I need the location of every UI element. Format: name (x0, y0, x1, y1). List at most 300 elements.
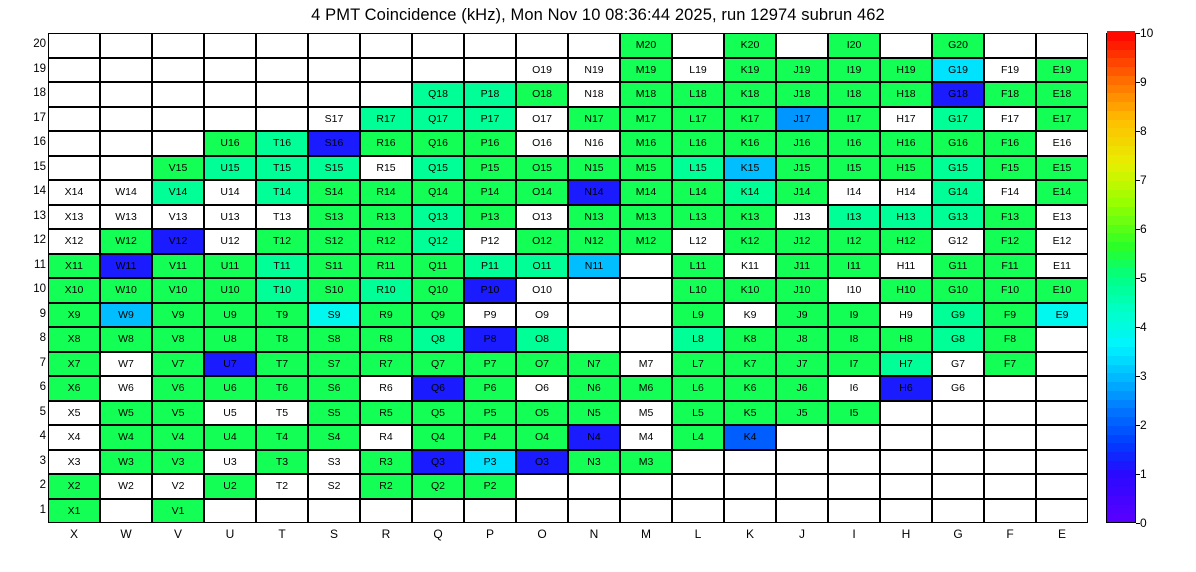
heatmap-cell: S15 (308, 156, 360, 181)
heatmap-cell (1036, 376, 1088, 401)
heatmap-cell: T12 (256, 229, 308, 254)
heatmap-cell: J17 (776, 107, 828, 132)
heatmap-cell: K14 (724, 180, 776, 205)
heatmap-cell: N18 (568, 82, 620, 107)
heatmap-cell: P9 (464, 303, 516, 328)
heatmap-cell: U11 (204, 254, 256, 279)
colorbar-tick-mark (1136, 376, 1140, 377)
heatmap-cell: I16 (828, 131, 880, 156)
colorbar-tick-label: 5 (1140, 271, 1147, 285)
heatmap-cell (100, 131, 152, 156)
heatmap-cell: X10 (48, 278, 100, 303)
heatmap-cell: R14 (360, 180, 412, 205)
heatmap-cell: J19 (776, 58, 828, 83)
heatmap-cell: L8 (672, 327, 724, 352)
row-label: 2 (39, 479, 46, 492)
heatmap-cell (828, 474, 880, 499)
heatmap-cell: F12 (984, 229, 1036, 254)
colorbar-tick-label: 6 (1140, 222, 1147, 236)
heatmap-cell: P8 (464, 327, 516, 352)
heatmap-cell (776, 474, 828, 499)
heatmap-cell (776, 499, 828, 524)
heatmap-cell: T11 (256, 254, 308, 279)
heatmap-cell: R17 (360, 107, 412, 132)
colorbar-tick-mark (1136, 33, 1140, 34)
colorbar-segment (1107, 75, 1135, 84)
heatmap-cell: O12 (516, 229, 568, 254)
heatmap-cell (48, 58, 100, 83)
column-label: G (953, 527, 963, 541)
heatmap-cell: X12 (48, 229, 100, 254)
heatmap-cell: U8 (204, 327, 256, 352)
heatmap-cell: G16 (932, 131, 984, 156)
heatmap-cell: Q16 (412, 131, 464, 156)
heatmap-cell (932, 425, 984, 450)
heatmap-cell: L4 (672, 425, 724, 450)
heatmap-cell: G13 (932, 205, 984, 230)
heatmap-cell: Q12 (412, 229, 464, 254)
colorbar-segment (1107, 250, 1135, 259)
heatmap-cell: O18 (516, 82, 568, 107)
colorbar-tick-label: 8 (1140, 124, 1147, 138)
heatmap-cell: S12 (308, 229, 360, 254)
heatmap-cell: I14 (828, 180, 880, 205)
colorbar-segment (1107, 495, 1135, 504)
colorbar-segment (1107, 233, 1135, 242)
heatmap-cell: R9 (360, 303, 412, 328)
heatmap-cell (880, 450, 932, 475)
heatmap-cell: L13 (672, 205, 724, 230)
heatmap-cell (256, 499, 308, 524)
heatmap-cell (48, 33, 100, 58)
heatmap-cell: I9 (828, 303, 880, 328)
heatmap-cell: Q5 (412, 401, 464, 426)
heatmap-cell: J15 (776, 156, 828, 181)
heatmap-cell: K13 (724, 205, 776, 230)
column-label: O (537, 527, 547, 541)
heatmap-cell: J13 (776, 205, 828, 230)
heatmap-cell (984, 33, 1036, 58)
heatmap-cell (828, 499, 880, 524)
heatmap-cell: Q7 (412, 352, 464, 377)
colorbar-segment (1107, 198, 1135, 207)
heatmap-cell: F14 (984, 180, 1036, 205)
colorbar-segment (1107, 364, 1135, 373)
heatmap-cell: I15 (828, 156, 880, 181)
heatmap-cell: S8 (308, 327, 360, 352)
heatmap-cell: E19 (1036, 58, 1088, 83)
heatmap-cell: X13 (48, 205, 100, 230)
heatmap-cell: V13 (152, 205, 204, 230)
heatmap-cell: U4 (204, 425, 256, 450)
heatmap-cell: X7 (48, 352, 100, 377)
heatmap-cell: F11 (984, 254, 1036, 279)
colorbar-tick-mark (1136, 523, 1140, 524)
colorbar-segment (1107, 285, 1135, 294)
heatmap-cell: S9 (308, 303, 360, 328)
heatmap-cell: Q8 (412, 327, 464, 352)
heatmap-cell (776, 33, 828, 58)
heatmap-cell: L18 (672, 82, 724, 107)
colorbar-segment (1107, 101, 1135, 110)
heatmap-cell: F17 (984, 107, 1036, 132)
heatmap-cell: P2 (464, 474, 516, 499)
colorbar-tick-mark (1136, 131, 1140, 132)
row-label: 19 (33, 62, 46, 75)
colorbar-segment (1107, 399, 1135, 408)
heatmap-cell: G20 (932, 33, 984, 58)
heatmap-cell (984, 474, 1036, 499)
heatmap-cell: W2 (100, 474, 152, 499)
heatmap-cell (1036, 327, 1088, 352)
heatmap-cell: V3 (152, 450, 204, 475)
heatmap-cell (360, 58, 412, 83)
column-label: T (278, 527, 286, 541)
heatmap-cell: W7 (100, 352, 152, 377)
colorbar-segment (1107, 224, 1135, 233)
heatmap-cell (308, 58, 360, 83)
heatmap-cell: K12 (724, 229, 776, 254)
heatmap-cell: U15 (204, 156, 256, 181)
heatmap-cell: M15 (620, 156, 672, 181)
heatmap-cell (308, 33, 360, 58)
heatmap-cell: G6 (932, 376, 984, 401)
heatmap-cell: G15 (932, 156, 984, 181)
heatmap-cell (152, 107, 204, 132)
heatmap-cell: H11 (880, 254, 932, 279)
column-label: K (745, 527, 754, 541)
heatmap-cell: U10 (204, 278, 256, 303)
colorbar-segment (1107, 478, 1135, 487)
heatmap-cell: S6 (308, 376, 360, 401)
heatmap-cell: S14 (308, 180, 360, 205)
heatmap-cell: W3 (100, 450, 152, 475)
colorbar-segment (1107, 84, 1135, 93)
heatmap-cell: I11 (828, 254, 880, 279)
column-label: W (120, 527, 132, 541)
heatmap-cell: I5 (828, 401, 880, 426)
heatmap-cell: J6 (776, 376, 828, 401)
heatmap-cell: Q15 (412, 156, 464, 181)
heatmap-cell (100, 156, 152, 181)
heatmap-cell (776, 450, 828, 475)
heatmap-cell (48, 131, 100, 156)
row-label: 14 (33, 185, 46, 198)
heatmap-cell: N16 (568, 131, 620, 156)
heatmap-cell: H18 (880, 82, 932, 107)
row-label: 18 (33, 87, 46, 100)
heatmap-cell: N12 (568, 229, 620, 254)
heatmap-cell: M19 (620, 58, 672, 83)
heatmap-cell: G7 (932, 352, 984, 377)
heatmap-cell: G11 (932, 254, 984, 279)
heatmap-cell: X9 (48, 303, 100, 328)
heatmap-cell: F8 (984, 327, 1036, 352)
heatmap-cell: I18 (828, 82, 880, 107)
heatmap-cell (672, 499, 724, 524)
heatmap-cell: E16 (1036, 131, 1088, 156)
heatmap-cell (932, 474, 984, 499)
heatmap-cell: R6 (360, 376, 412, 401)
heatmap-cell: G10 (932, 278, 984, 303)
heatmap-cell: V6 (152, 376, 204, 401)
heatmap-cell (880, 401, 932, 426)
heatmap-cell: K11 (724, 254, 776, 279)
heatmap-cell: L12 (672, 229, 724, 254)
heatmap-cell: G14 (932, 180, 984, 205)
heatmap-cell: N6 (568, 376, 620, 401)
colorbar-segment (1107, 443, 1135, 452)
heatmap-cell: T13 (256, 205, 308, 230)
heatmap-cell: Q13 (412, 205, 464, 230)
heatmap-cell: T4 (256, 425, 308, 450)
heatmap-cell: G12 (932, 229, 984, 254)
row-label: 11 (34, 258, 46, 271)
heatmap-cell: O6 (516, 376, 568, 401)
heatmap-cell: O11 (516, 254, 568, 279)
heatmap-cell: S7 (308, 352, 360, 377)
heatmap-cell: K20 (724, 33, 776, 58)
heatmap-cell: J10 (776, 278, 828, 303)
heatmap-cell (412, 499, 464, 524)
heatmap-cell: T10 (256, 278, 308, 303)
heatmap-cell: N4 (568, 425, 620, 450)
heatmap-cell: J14 (776, 180, 828, 205)
colorbar-segment (1107, 303, 1135, 312)
heatmap-cell: E10 (1036, 278, 1088, 303)
heatmap-cell: V12 (152, 229, 204, 254)
heatmap-cell: P18 (464, 82, 516, 107)
heatmap-cell: W10 (100, 278, 152, 303)
heatmap-cell: P12 (464, 229, 516, 254)
heatmap-cell: J9 (776, 303, 828, 328)
heatmap-cell: N14 (568, 180, 620, 205)
heatmap-cell: H9 (880, 303, 932, 328)
heatmap-cell: F15 (984, 156, 1036, 181)
heatmap-cell: R5 (360, 401, 412, 426)
heatmap-cell: P10 (464, 278, 516, 303)
colorbar-segment (1107, 320, 1135, 329)
row-label: 10 (33, 283, 46, 296)
heatmap-cell: Q14 (412, 180, 464, 205)
heatmap-plot (33, 33, 1088, 541)
heatmap-cell: U16 (204, 131, 256, 156)
row-label: 9 (39, 307, 46, 320)
heatmap-cell (984, 401, 1036, 426)
heatmap-cell: T8 (256, 327, 308, 352)
heatmap-cell: W8 (100, 327, 152, 352)
heatmap-cell (620, 499, 672, 524)
heatmap-cell: K10 (724, 278, 776, 303)
heatmap-cell (204, 33, 256, 58)
heatmap-cell (464, 33, 516, 58)
heatmap-cell: J18 (776, 82, 828, 107)
heatmap-cell: S10 (308, 278, 360, 303)
heatmap-cell: X6 (48, 376, 100, 401)
heatmap-cell: U9 (204, 303, 256, 328)
heatmap-cell: N11 (568, 254, 620, 279)
heatmap-cell: T7 (256, 352, 308, 377)
heatmap-cell (880, 425, 932, 450)
column-label: P (485, 527, 494, 541)
colorbar-segment (1107, 434, 1135, 443)
column-label: I (852, 527, 856, 541)
heatmap-cell: T2 (256, 474, 308, 499)
heatmap-cell (984, 376, 1036, 401)
heatmap-cell: I19 (828, 58, 880, 83)
heatmap-cell: M20 (620, 33, 672, 58)
heatmap-cell (256, 33, 308, 58)
heatmap-cell: V7 (152, 352, 204, 377)
heatmap-cell: Q18 (412, 82, 464, 107)
heatmap-cell: E13 (1036, 205, 1088, 230)
heatmap-cell (724, 499, 776, 524)
heatmap-cell: P11 (464, 254, 516, 279)
heatmap-cell: S4 (308, 425, 360, 450)
colorbar-segment (1107, 451, 1135, 460)
heatmap-cell: N15 (568, 156, 620, 181)
heatmap-cell: Q2 (412, 474, 464, 499)
heatmap-cell: S13 (308, 205, 360, 230)
heatmap-cell: X1 (48, 499, 100, 524)
heatmap-cell: L10 (672, 278, 724, 303)
heatmap-cell: H16 (880, 131, 932, 156)
heatmap-cell: O3 (516, 450, 568, 475)
colorbar-tick-mark (1136, 278, 1140, 279)
colorbar-segment (1107, 128, 1135, 137)
heatmap-cell: S16 (308, 131, 360, 156)
heatmap-cell: R3 (360, 450, 412, 475)
column-label: L (694, 527, 702, 541)
heatmap-cell: T6 (256, 376, 308, 401)
heatmap-cell: W6 (100, 376, 152, 401)
heatmap-cell: X2 (48, 474, 100, 499)
heatmap-cell: I20 (828, 33, 880, 58)
heatmap-cell (100, 107, 152, 132)
heatmap-cell (412, 33, 464, 58)
heatmap-cell: F18 (984, 82, 1036, 107)
colorbar-segment (1107, 346, 1135, 355)
colorbar-segment (1107, 163, 1135, 172)
heatmap-cell: O13 (516, 205, 568, 230)
heatmap-cell: I6 (828, 376, 880, 401)
colorbar-segment (1107, 311, 1135, 320)
heatmap-cell: G9 (932, 303, 984, 328)
column-label: R (381, 527, 391, 541)
heatmap-cell: T9 (256, 303, 308, 328)
heatmap-cell: H15 (880, 156, 932, 181)
heatmap-cell: O16 (516, 131, 568, 156)
heatmap-cell (100, 58, 152, 83)
heatmap-cell: R16 (360, 131, 412, 156)
heatmap-cell: E15 (1036, 156, 1088, 181)
colorbar-segment (1107, 416, 1135, 425)
heatmap-cell (984, 450, 1036, 475)
heatmap-cell: V10 (152, 278, 204, 303)
heatmap-cell: O10 (516, 278, 568, 303)
colorbar-segment (1107, 268, 1135, 277)
heatmap-cell (360, 33, 412, 58)
row-label: 6 (39, 381, 46, 394)
colorbar-segment (1107, 373, 1135, 382)
heatmap-cell: T15 (256, 156, 308, 181)
column-label: E (1057, 527, 1066, 541)
heatmap-cell (672, 474, 724, 499)
column-label: N (589, 527, 599, 541)
heatmap-cell: I8 (828, 327, 880, 352)
heatmap-cell: H13 (880, 205, 932, 230)
heatmap-cell: V14 (152, 180, 204, 205)
heatmap-cell: E9 (1036, 303, 1088, 328)
colorbar-segment (1107, 154, 1135, 163)
heatmap-cell: N3 (568, 450, 620, 475)
colorbar-segment (1107, 329, 1135, 338)
heatmap-cell (568, 33, 620, 58)
heatmap-cell: K7 (724, 352, 776, 377)
heatmap-cell: X8 (48, 327, 100, 352)
heatmap-cell: V2 (152, 474, 204, 499)
page-title: 4 PMT Coincidence (kHz), Mon Nov 10 08:36:44 2025, run 12974 subrun 462 (311, 6, 885, 24)
heatmap-cell: F9 (984, 303, 1036, 328)
colorbar-tick-label: 4 (1140, 320, 1147, 334)
heatmap-cell: K5 (724, 401, 776, 426)
heatmap-cell: W9 (100, 303, 152, 328)
row-label: 4 (39, 430, 46, 443)
heatmap-cell: E11 (1036, 254, 1088, 279)
colorbar-segment (1107, 294, 1135, 303)
heatmap-cell (620, 327, 672, 352)
column-label: X (69, 527, 78, 541)
heatmap-cell: W4 (100, 425, 152, 450)
heatmap-cell: W12 (100, 229, 152, 254)
heatmap-cell: U5 (204, 401, 256, 426)
colorbar-tick-label: 1 (1140, 467, 1147, 481)
heatmap-cell (568, 474, 620, 499)
colorbar-segment (1107, 486, 1135, 495)
heatmap-cell (1036, 33, 1088, 58)
heatmap-cell: J11 (776, 254, 828, 279)
heatmap-cell (880, 499, 932, 524)
heatmap-cell: L15 (672, 156, 724, 181)
heatmap-cell: F10 (984, 278, 1036, 303)
heatmap-cell: P17 (464, 107, 516, 132)
heatmap-cell: U2 (204, 474, 256, 499)
colorbar-segment (1107, 513, 1135, 522)
heatmap-cell: Q3 (412, 450, 464, 475)
heatmap-cell (880, 33, 932, 58)
heatmap-cell: Q6 (412, 376, 464, 401)
heatmap-cell (932, 499, 984, 524)
heatmap-cell (48, 82, 100, 107)
heatmap-cell (1036, 425, 1088, 450)
colorbar-tick-label: 0 (1140, 516, 1147, 530)
colorbar-segment (1107, 381, 1135, 390)
heatmap-cell: M13 (620, 205, 672, 230)
heatmap-cell: M5 (620, 401, 672, 426)
heatmap-cell (828, 425, 880, 450)
colorbar-segment (1107, 93, 1135, 102)
heatmap-cell (1036, 352, 1088, 377)
heatmap-cell: K9 (724, 303, 776, 328)
column-label: V (173, 527, 182, 541)
heatmap-cell (48, 156, 100, 181)
row-label: 3 (39, 454, 46, 467)
heatmap-cell: X3 (48, 450, 100, 475)
colorbar-tick-mark (1136, 180, 1140, 181)
colorbar-segment (1107, 408, 1135, 417)
heatmap-cell: K18 (724, 82, 776, 107)
heatmap-cell: L19 (672, 58, 724, 83)
